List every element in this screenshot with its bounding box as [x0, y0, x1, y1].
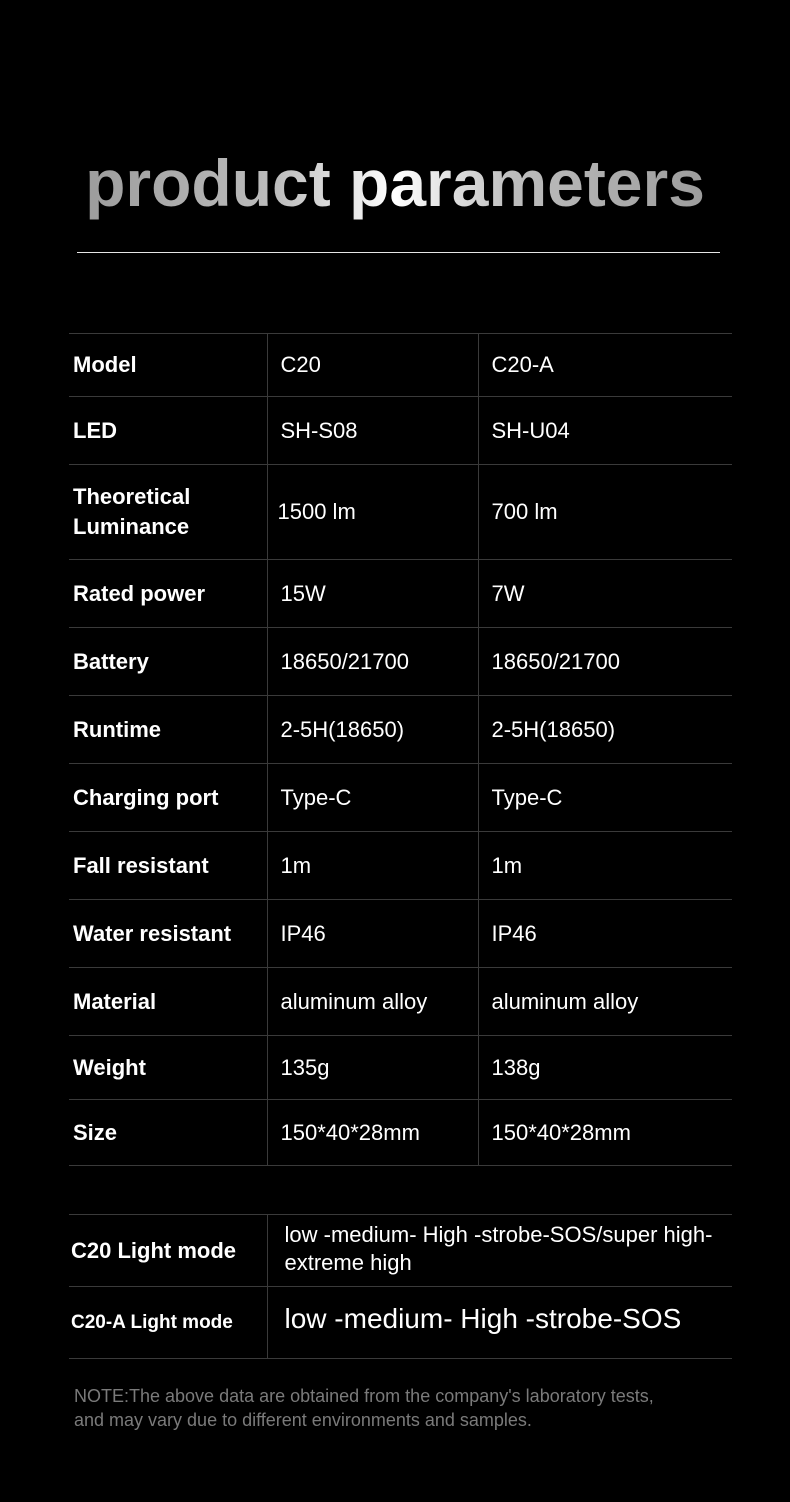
light-mode-line: extreme high — [284, 1249, 412, 1275]
spec-row-battery — [69, 628, 732, 696]
spec-row-luminance — [69, 465, 732, 560]
spec-label: Battery — [69, 628, 267, 696]
spec-row-power — [69, 560, 732, 628]
title-divider — [77, 252, 720, 253]
spec-row-size — [69, 1100, 732, 1166]
spec-label: Rated power — [69, 560, 267, 628]
spec-label-line: Luminance — [73, 514, 190, 539]
spec-label-line: Theoretical — [73, 484, 191, 509]
spec-value-c20: 1500 lm — [267, 465, 478, 560]
spec-value-c20a: 2-5H(18650) — [478, 696, 732, 764]
light-mode-value: low -medium- High -strobe-SOS — [267, 1287, 732, 1359]
spec-value-c20: 15W — [267, 560, 478, 628]
spec-value-c20a: SH-U04 — [478, 397, 732, 465]
spec-table — [69, 333, 732, 1166]
spec-value-c20: C20 — [267, 334, 478, 397]
light-mode-value — [267, 1215, 732, 1287]
page-title: product parameters — [0, 138, 790, 228]
spec-value-c20: IP46 — [267, 900, 478, 968]
spec-row-charging — [69, 764, 732, 832]
spec-label: Model — [69, 334, 267, 397]
spec-label: Charging port — [69, 764, 267, 832]
spec-row-model — [69, 334, 732, 397]
spec-value-c20: 135g — [267, 1036, 478, 1100]
spec-value-c20: 1m — [267, 832, 478, 900]
light-mode-row-c20 — [69, 1215, 732, 1287]
spec-row-water — [69, 900, 732, 968]
spec-row-weight — [69, 1036, 732, 1100]
disclaimer-note — [74, 1384, 754, 1432]
spec-label: Fall resistant — [69, 832, 267, 900]
spec-value-c20: aluminum alloy — [267, 968, 478, 1036]
spec-row-led — [69, 397, 732, 465]
spec-value-c20a: C20-A — [478, 334, 732, 397]
spec-row-material — [69, 968, 732, 1036]
spec-value-c20: SH-S08 — [267, 397, 478, 465]
spec-value-c20a: aluminum alloy — [478, 968, 732, 1036]
spec-label: Runtime — [69, 696, 267, 764]
spec-value-c20a: 138g — [478, 1036, 732, 1100]
spec-value-c20: 2-5H(18650) — [267, 696, 478, 764]
spec-value-c20a: 7W — [478, 560, 732, 628]
spec-row-runtime — [69, 696, 732, 764]
spec-value-c20: Type-C — [267, 764, 478, 832]
light-mode-label: C20 Light mode — [69, 1215, 267, 1287]
spec-value-c20: 150*40*28mm — [267, 1100, 478, 1166]
spec-value-c20a: 18650/21700 — [478, 628, 732, 696]
spec-label: LED — [69, 397, 267, 465]
light-mode-table — [69, 1214, 732, 1359]
spec-row-fall — [69, 832, 732, 900]
light-mode-line: low -medium- High -strobe-SOS/super high- — [284, 1221, 713, 1247]
spec-label: Weight — [69, 1036, 267, 1100]
spec-value-c20a: 700 lm — [478, 465, 732, 560]
light-mode-label: C20-A Light mode — [69, 1287, 267, 1359]
spec-label: Water resistant — [69, 900, 267, 968]
note-line: NOTE:The above data are obtained from the company's laboratory tests, — [74, 1386, 654, 1406]
spec-value-c20a: 1m — [478, 832, 732, 900]
spec-label — [69, 465, 267, 560]
spec-label: Material — [69, 968, 267, 1036]
spec-value-c20a: 150*40*28mm — [478, 1100, 732, 1166]
note-line: and may vary due to different environments and samples. — [74, 1410, 532, 1430]
spec-label: Size — [69, 1100, 267, 1166]
spec-value-c20a: IP46 — [478, 900, 732, 968]
spec-value-c20a: Type-C — [478, 764, 732, 832]
light-mode-row-c20a — [69, 1287, 732, 1359]
spec-value-c20: 18650/21700 — [267, 628, 478, 696]
